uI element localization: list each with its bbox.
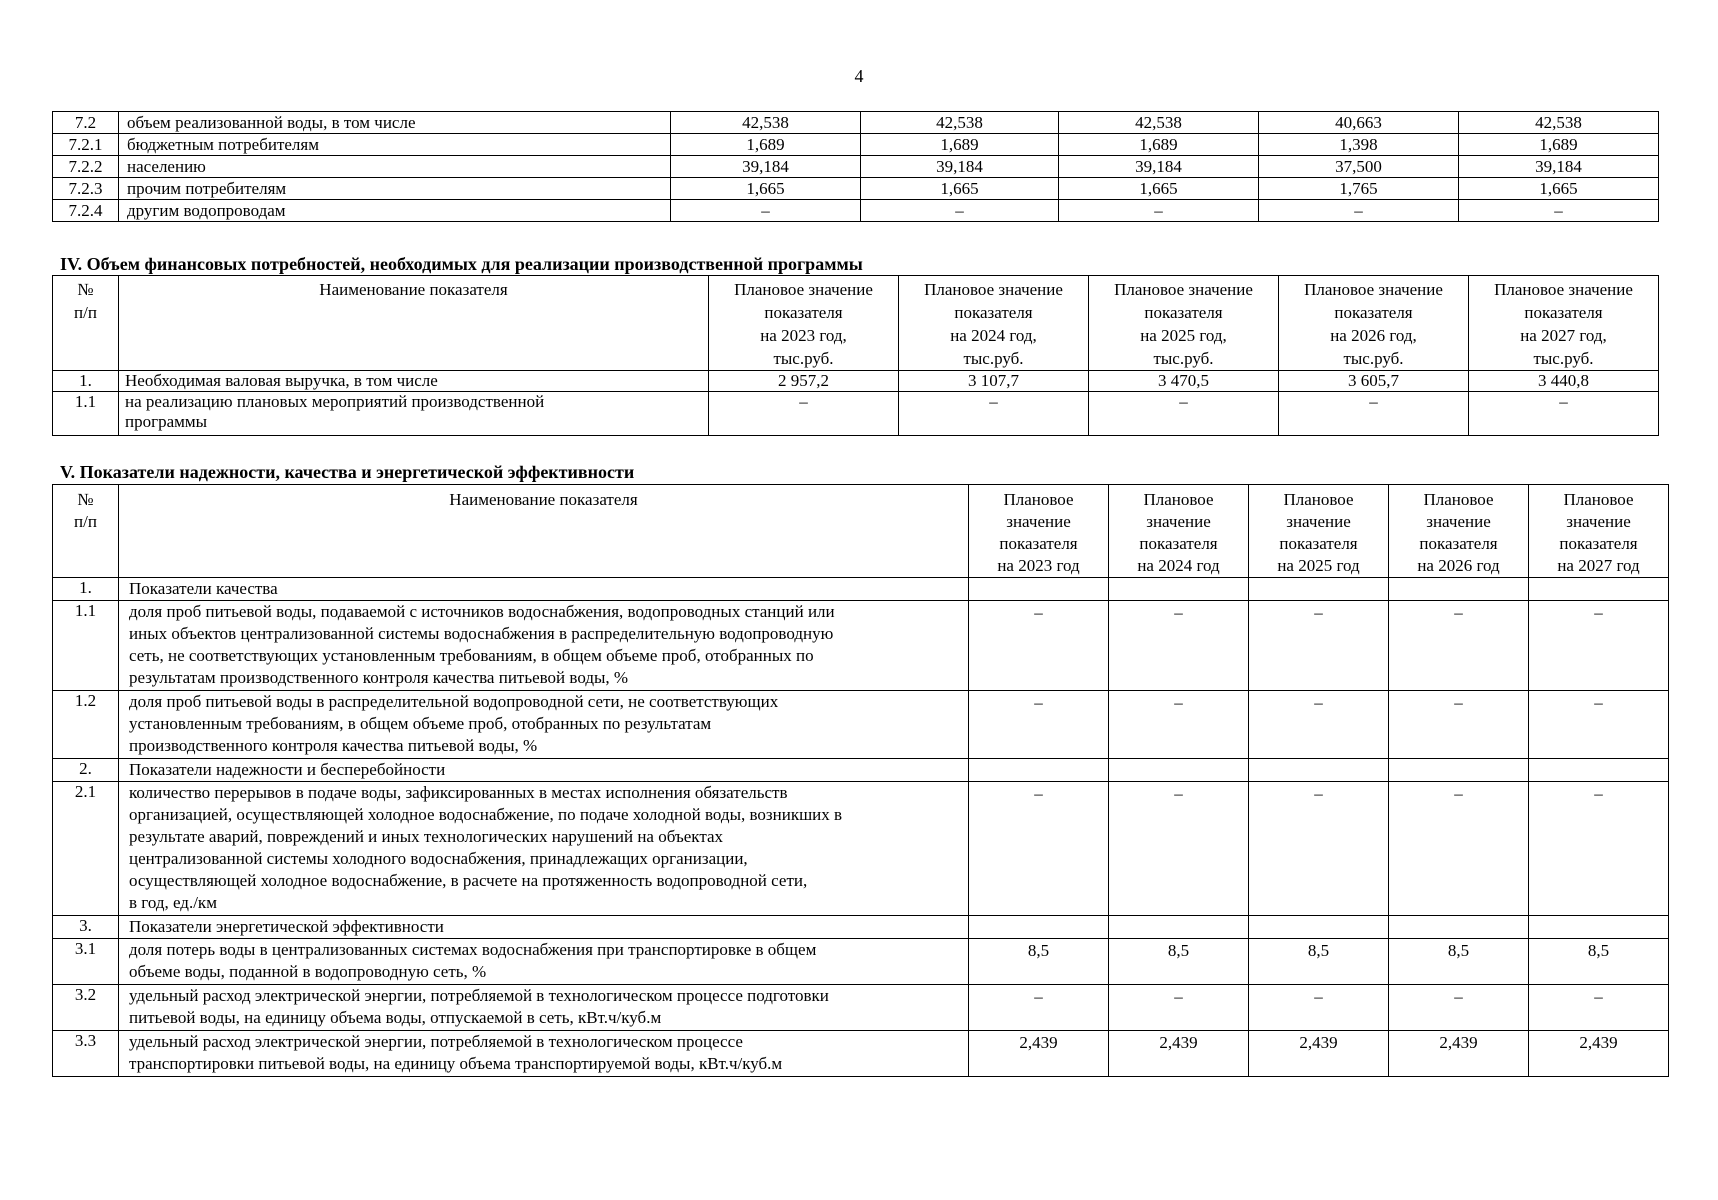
- row-value: [1529, 578, 1669, 601]
- row-value: –: [1389, 985, 1529, 1031]
- row-value: 42,538: [1059, 112, 1259, 134]
- row-value: 42,538: [1459, 112, 1659, 134]
- row-value: [1109, 759, 1249, 782]
- row-value: 42,538: [671, 112, 861, 134]
- row-number: 1.1: [53, 601, 119, 691]
- row-value: 2,439: [1109, 1031, 1249, 1077]
- row-number: 7.2.1: [53, 134, 119, 156]
- page-number: 4: [854, 66, 864, 86]
- row-label: доля потерь воды в централизованных системах водоснабжения при транспортировке в общем объеме воды, поданной в водопроводную сеть, %: [119, 939, 969, 985]
- row-value: –: [1109, 601, 1249, 691]
- row-value: [1109, 578, 1249, 601]
- row-value: 40,663: [1259, 112, 1459, 134]
- row-value: 8,5: [1249, 939, 1389, 985]
- row-label: количество перерывов в подаче воды, зафиксированных в местах исполнения обязательств организацией, осуществляющей холодное водоснабжение, по подаче холодной воды, возникших в результате аварий, повреждений и иных технологических нарушений на объектах централизованной системы холодного водоснабжения, принадлежащих организации, осуществляющей холодное водоснабжение, в расчете на протяженность водопроводной сети, в год, ед./км: [119, 782, 969, 916]
- row-number: 7.2.3: [53, 178, 119, 200]
- header-col: Плановое значение показателя на 2024 год, тыс.руб.: [899, 276, 1089, 371]
- row-number: 7.2.4: [53, 200, 119, 222]
- row-value: –: [861, 200, 1059, 222]
- table-row: [53, 939, 1669, 985]
- row-value: –: [969, 691, 1109, 759]
- row-label: удельный расход электрической энергии, потребляемой в технологическом процессе транспортировки питьевой воды, на единицу объема транспортируемой воды, кВт.ч/куб.м: [119, 1031, 969, 1077]
- row-value: 2,439: [1529, 1031, 1669, 1077]
- header-col: Плановое значение показателя на 2027 год: [1529, 485, 1669, 578]
- table-row: [53, 578, 1669, 601]
- row-number: 3.3: [53, 1031, 119, 1077]
- row-value: 37,500: [1259, 156, 1459, 178]
- row-value: 3 107,7: [899, 371, 1089, 392]
- row-value: 1,665: [861, 178, 1059, 200]
- table-row: [53, 200, 1659, 222]
- row-number: 7.2.2: [53, 156, 119, 178]
- row-value: 3 440,8: [1469, 371, 1659, 392]
- row-value: 1,665: [1059, 178, 1259, 200]
- table-row: [53, 371, 1659, 392]
- header-col: Плановое значение показателя на 2023 год: [969, 485, 1109, 578]
- row-value: 8,5: [1109, 939, 1249, 985]
- row-value: [1249, 759, 1389, 782]
- table-row: [53, 782, 1669, 916]
- row-value: –: [1109, 691, 1249, 759]
- row-value: 1,398: [1259, 134, 1459, 156]
- row-value: –: [1279, 392, 1469, 436]
- header-name: Наименование показателя: [119, 485, 969, 578]
- row-value: 39,184: [1059, 156, 1259, 178]
- header-num: № п/п: [53, 485, 119, 578]
- row-value: –: [1389, 601, 1529, 691]
- row-value: [969, 759, 1109, 782]
- row-value: 1,689: [1459, 134, 1659, 156]
- row-value: –: [709, 392, 899, 436]
- row-value: –: [969, 985, 1109, 1031]
- table-row: [53, 691, 1669, 759]
- row-value: 8,5: [969, 939, 1109, 985]
- row-value: –: [1459, 200, 1659, 222]
- row-value: –: [1259, 200, 1459, 222]
- row-label: на реализацию плановых мероприятий производственной программы: [119, 392, 709, 436]
- row-value: 3 605,7: [1279, 371, 1469, 392]
- row-number: 2.: [53, 759, 119, 782]
- header-col: Плановое значение показателя на 2026 год: [1389, 485, 1529, 578]
- row-value: –: [969, 782, 1109, 916]
- row-number: 3.2: [53, 985, 119, 1031]
- header-col: Плановое значение показателя на 2025 год: [1249, 485, 1389, 578]
- financial-needs-table: [52, 275, 1659, 436]
- row-number: 1.: [53, 371, 119, 392]
- row-value: –: [969, 601, 1109, 691]
- row-value: 2,439: [1389, 1031, 1529, 1077]
- header-col: Плановое значение показателя на 2025 год, тыс.руб.: [1089, 276, 1279, 371]
- row-value: –: [1249, 985, 1389, 1031]
- row-value: 2,439: [969, 1031, 1109, 1077]
- row-label: Необходимая валовая выручка, в том числе: [119, 371, 709, 392]
- row-label: удельный расход электрической энергии, потребляемой в технологическом процессе подготовки питьевой воды, на единицу объема воды, отпускаемой в сеть, кВт.ч/куб.м: [119, 985, 969, 1031]
- row-value: –: [1529, 691, 1669, 759]
- row-value: 39,184: [671, 156, 861, 178]
- row-number: 7.2: [53, 112, 119, 134]
- row-value: [1389, 916, 1529, 939]
- row-value: –: [1059, 200, 1259, 222]
- row-value: –: [1529, 782, 1669, 916]
- section5-title: V. Показатели надежности, качества и энергетической эффективности: [60, 462, 635, 482]
- row-value: –: [1389, 691, 1529, 759]
- reliability-indicators-table-body: [53, 485, 1669, 1077]
- row-value: –: [1249, 691, 1389, 759]
- table-row: [53, 392, 1659, 436]
- row-value: [1249, 578, 1389, 601]
- row-label: Показатели энергетической эффективности: [119, 916, 969, 939]
- table-row: [53, 1031, 1669, 1077]
- row-label: прочим потребителям: [119, 178, 671, 200]
- header-col: Плановое значение показателя на 2026 год, тыс.руб.: [1279, 276, 1469, 371]
- header-name: Наименование показателя: [119, 276, 709, 371]
- row-value: [1389, 759, 1529, 782]
- table-row: [53, 759, 1669, 782]
- financial-needs-table-body: [53, 276, 1659, 436]
- table-row: [53, 156, 1659, 178]
- section4-title: IV. Объем финансовых потребностей, необходимых для реализации производственной программы: [60, 254, 863, 274]
- row-value: 2 957,2: [709, 371, 899, 392]
- row-value: –: [1529, 601, 1669, 691]
- row-value: –: [1389, 782, 1529, 916]
- row-value: 1,689: [861, 134, 1059, 156]
- row-label: объем реализованной воды, в том числе: [119, 112, 671, 134]
- table-row: [53, 134, 1659, 156]
- row-value: [1529, 916, 1669, 939]
- row-value: –: [1529, 985, 1669, 1031]
- row-value: [1249, 916, 1389, 939]
- table-row: [53, 985, 1669, 1031]
- table-header-row: [53, 276, 1659, 371]
- table-row: [53, 178, 1659, 200]
- row-value: 1,689: [671, 134, 861, 156]
- table-row: [53, 916, 1669, 939]
- row-value: –: [1109, 985, 1249, 1031]
- row-value: –: [671, 200, 861, 222]
- row-value: [1529, 759, 1669, 782]
- header-col: Плановое значение показателя на 2027 год, тыс.руб.: [1469, 276, 1659, 371]
- row-label: бюджетным потребителям: [119, 134, 671, 156]
- water-sales-table: [52, 111, 1659, 222]
- row-number: 2.1: [53, 782, 119, 916]
- row-value: –: [1109, 782, 1249, 916]
- row-value: 1,689: [1059, 134, 1259, 156]
- row-label: доля проб питьевой воды, подаваемой с источников водоснабжения, водопроводных станций или иных объектов централизованной системы водоснабжения в распределительную водопроводную сеть, не соответствующих установленным требованиям, в общем объеме проб, отобранных по результатам производственного контроля качества питьевой воды, %: [119, 601, 969, 691]
- table-row: [53, 601, 1669, 691]
- water-sales-table-body: [53, 112, 1659, 222]
- table-header-row: [53, 485, 1669, 578]
- row-value: 39,184: [861, 156, 1059, 178]
- row-value: –: [1249, 782, 1389, 916]
- row-value: –: [899, 392, 1089, 436]
- row-label: другим водопроводам: [119, 200, 671, 222]
- row-number: 3.1: [53, 939, 119, 985]
- row-label: Показатели надежности и бесперебойности: [119, 759, 969, 782]
- row-label: Показатели качества: [119, 578, 969, 601]
- row-value: [969, 578, 1109, 601]
- row-value: 42,538: [861, 112, 1059, 134]
- reliability-indicators-table: [52, 484, 1669, 1077]
- row-number: 1.: [53, 578, 119, 601]
- row-value: 2,439: [1249, 1031, 1389, 1077]
- row-label: доля проб питьевой воды в распределительной водопроводной сети, не соответствующих установленным требованиям, в общем объеме проб, отобранных по результатам производственного контроля качества питьевой воды, %: [119, 691, 969, 759]
- row-value: 39,184: [1459, 156, 1659, 178]
- table-row: [53, 112, 1659, 134]
- row-number: 1.1: [53, 392, 119, 436]
- row-value: –: [1469, 392, 1659, 436]
- row-value: 1,765: [1259, 178, 1459, 200]
- header-num: № п/п: [53, 276, 119, 371]
- row-value: [1109, 916, 1249, 939]
- row-value: [969, 916, 1109, 939]
- row-value: –: [1089, 392, 1279, 436]
- row-value: 8,5: [1529, 939, 1669, 985]
- row-value: 8,5: [1389, 939, 1529, 985]
- row-value: 1,665: [671, 178, 861, 200]
- row-value: –: [1249, 601, 1389, 691]
- row-value: 1,665: [1459, 178, 1659, 200]
- header-col: Плановое значение показателя на 2023 год, тыс.руб.: [709, 276, 899, 371]
- row-number: 3.: [53, 916, 119, 939]
- row-number: 1.2: [53, 691, 119, 759]
- header-col: Плановое значение показателя на 2024 год: [1109, 485, 1249, 578]
- row-label: населению: [119, 156, 671, 178]
- row-value: 3 470,5: [1089, 371, 1279, 392]
- row-value: [1389, 578, 1529, 601]
